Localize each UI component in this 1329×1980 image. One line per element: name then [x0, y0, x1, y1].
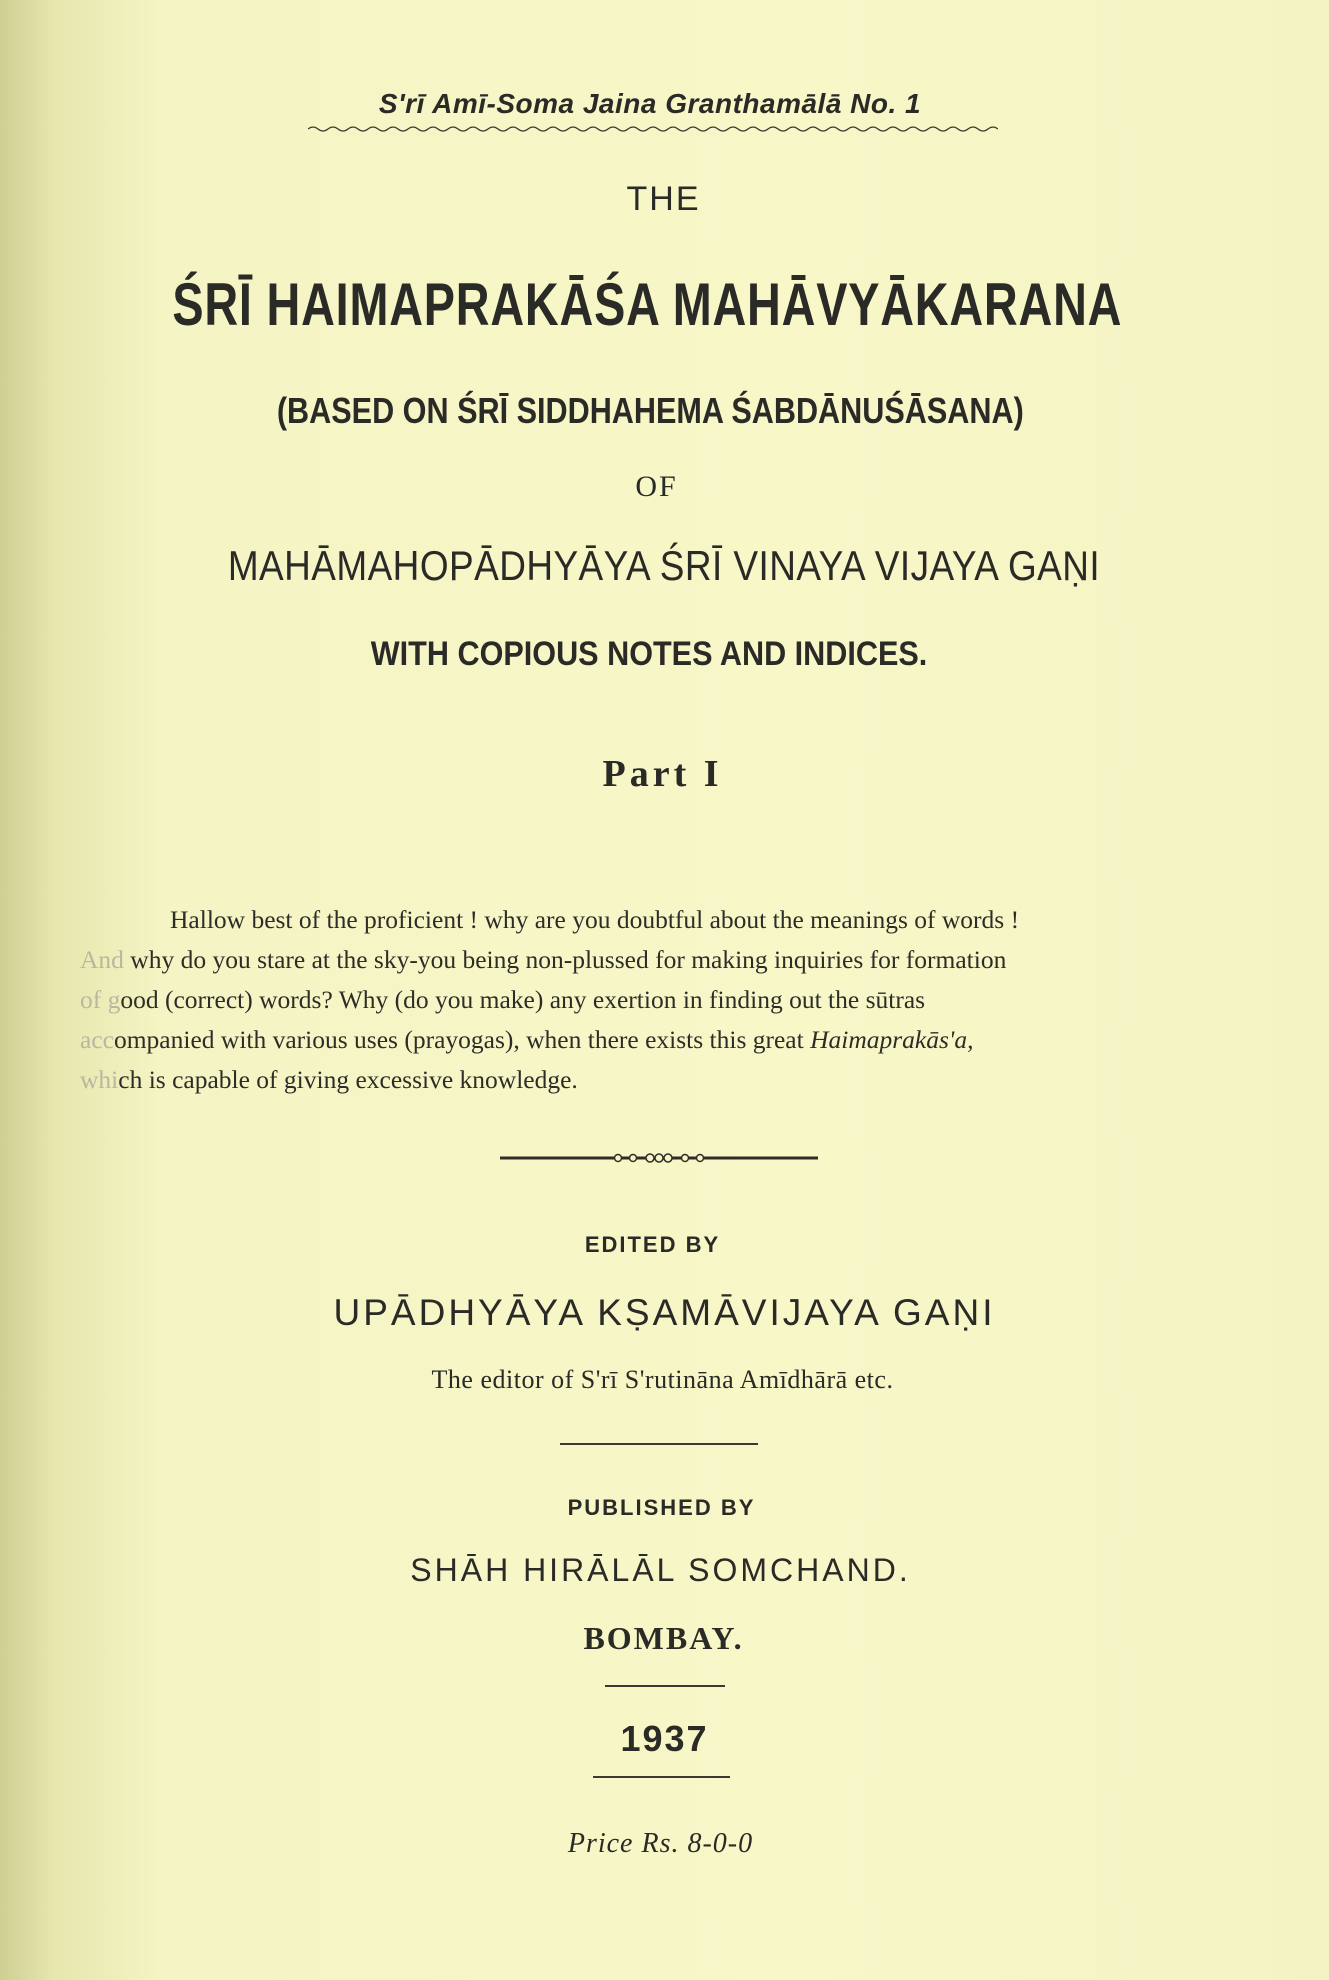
verse-line: [80, 900, 1230, 940]
wavy-underline: [308, 125, 998, 133]
ornamental-divider: [500, 1150, 818, 1166]
notes-line: WITH COPIOUS NOTES AND INDICES.: [370, 635, 928, 673]
editor-description: The editor of S'rī S'rutināna Amīdhārā etc.: [431, 1365, 894, 1394]
verse-line: [80, 1060, 1230, 1100]
editor-name: UPĀDHYĀYA KṢAMĀVIJAYA GAṆI: [333, 1292, 996, 1333]
part-label: Part I: [602, 753, 723, 795]
verse-line-faded-start: of g: [80, 985, 121, 1014]
verse-line: [80, 1020, 1230, 1060]
verse-translation: [80, 900, 1230, 1100]
year-rule-top: [605, 1685, 725, 1687]
verse-line-text: why do you stare at the sky-you being non-plussed for making inquiries for formation: [123, 945, 1007, 974]
verse-line-faded-start: whi: [80, 1065, 119, 1094]
section-rule: [560, 1443, 758, 1445]
main-title: ŚRĪ HAIMAPRAKĀŚA MAHĀVYĀKARANA: [172, 271, 1123, 338]
of-label: OF: [635, 470, 678, 503]
series-line: S'rī Amī-Soma Jaina Granthamālā No. 1: [378, 88, 922, 119]
verse-line-faded-start: And: [80, 945, 124, 974]
subtitle-based-on: (BASED ON ŚRĪ SIDDHAHEMA ŚABDĀNUŚĀSANA): [276, 390, 1024, 431]
publication-year: 1937: [620, 1718, 709, 1759]
verse-line-text: ompanied with various uses (prayogas), when there exists this great: [113, 1025, 811, 1054]
price-label: Price Rs. 8-0-0: [567, 1828, 754, 1859]
verse-italic-title: Haimaprakās'a,: [810, 1025, 974, 1054]
publisher-name: SHĀH HIRĀLĀL SOMCHAND.: [410, 1552, 911, 1588]
verse-line-text: ch is capable of giving excessive knowledge.: [118, 1065, 578, 1094]
verse-line-text: Hallow best of the proficient ! why are you doubtful about the meanings of words !: [170, 905, 1020, 934]
title-prefix: THE: [626, 180, 701, 218]
verse-line: [80, 940, 1230, 980]
publication-city: BOMBAY.: [583, 1620, 744, 1656]
verse-line-text: ood (correct) words? Why (do you make) any exertion in finding out the sūtras: [120, 985, 926, 1014]
year-rule-bottom: [593, 1776, 730, 1778]
verse-line-faded-start: acc: [80, 1025, 114, 1054]
edited-by-label: EDITED BY: [584, 1232, 721, 1257]
published-by-label: PUBLISHED BY: [567, 1495, 756, 1520]
verse-line: [80, 980, 1230, 1020]
author-name: MAHĀMAHOPĀDHYĀYA ŚRĪ VINAYA VIJAYA GAṆI: [227, 542, 1101, 589]
